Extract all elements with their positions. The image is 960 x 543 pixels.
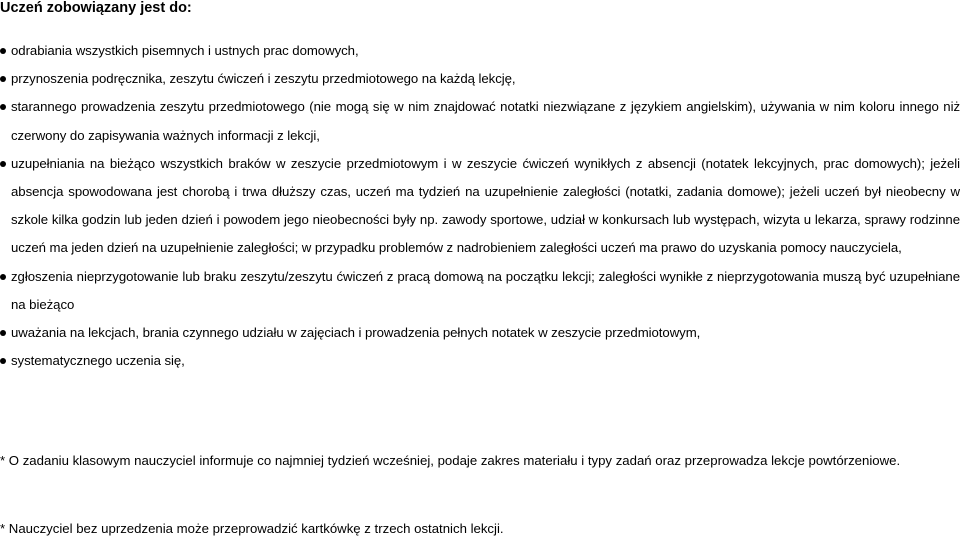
note-short-quiz: * Nauczyciel bez uprzedzenia może przeprowadzić kartkówkę z trzech ostatnich lekcji. <box>0 521 504 536</box>
list-item <box>0 37 960 65</box>
list-item <box>0 93 960 149</box>
list-item-text: odrabiania wszystkich pisemnych i ustnych prac domowych, <box>11 43 359 58</box>
obligations-list <box>0 37 960 375</box>
list-item-text: starannego prowadzenia zeszytu przedmiotowego (nie mogą się w nim znajdować notatki niezwiązane z językiem angielskim), używania w nim koloru innego niż czerwony do zapisywania ważnych informacji z lekcji, <box>11 99 960 143</box>
bullet-icon <box>0 104 6 110</box>
list-item-text: uzupełniania na bieżąco wszystkich braków w zeszycie przedmiotowym i w zeszycie ćwiczeń wynikłych z absencji (notatek lekcyjnych, prac domowych); jeżeli absencja spowodowana jest chorobą i trwa dłuższy czas, uczeń ma tydzień na uzupełnienie zaległości (notatki, zadania domowe); jeżeli uczeń był nieobecny w szkole kilka godzin lub jeden dzień i powodem jego nieobecności były np. zawody sportowe, udział w konkursach lub występach, wizyta u lekarza, sprawy rodzinne uczeń ma jeden dzień na uzupełnienie zaległości; w przypadku problemów z nadrobieniem zaległości uczeń ma prawo do uzyskania pomocy nauczyciela, <box>11 155 960 256</box>
list-item <box>0 319 960 347</box>
document-heading: Uczeń zobowiązany jest do: <box>0 0 192 16</box>
list-item-text: przynoszenia podręcznika, zeszytu ćwiczeń i zeszytu przedmiotowego na każdą lekcję, <box>11 71 516 87</box>
list-item-text: uważania na lekcjach, brania czynnego udziału w zajęciach i prowadzenia pełnych notatek w zeszycie przedmiotowym, <box>11 325 701 341</box>
bullet-icon <box>0 76 6 82</box>
bullet-icon <box>0 330 6 336</box>
list-item <box>0 150 960 263</box>
list-item <box>0 347 960 375</box>
bullet-icon <box>0 358 6 364</box>
list-item <box>0 65 960 93</box>
list-item-text: zgłoszenia nieprzygotowanie lub braku zeszytu/zeszytu ćwiczeń z pracą domową na początku lekcji; zaległości wynikłe z nieprzygotowania muszą być uzupełniane na bieżąco <box>11 268 960 312</box>
list-item <box>0 263 960 319</box>
bullet-icon <box>0 274 6 280</box>
bullet-icon <box>0 161 6 167</box>
note-class-test: * O zadaniu klasowym nauczyciel informuje co najmniej tydzień wcześniej, podaje zakres materiału i typy zadań oraz przeprowadza lekcje powtórzeniowe. <box>0 453 901 468</box>
list-item-text: systematycznego uczenia się, <box>11 353 185 369</box>
bullet-icon <box>0 48 6 54</box>
